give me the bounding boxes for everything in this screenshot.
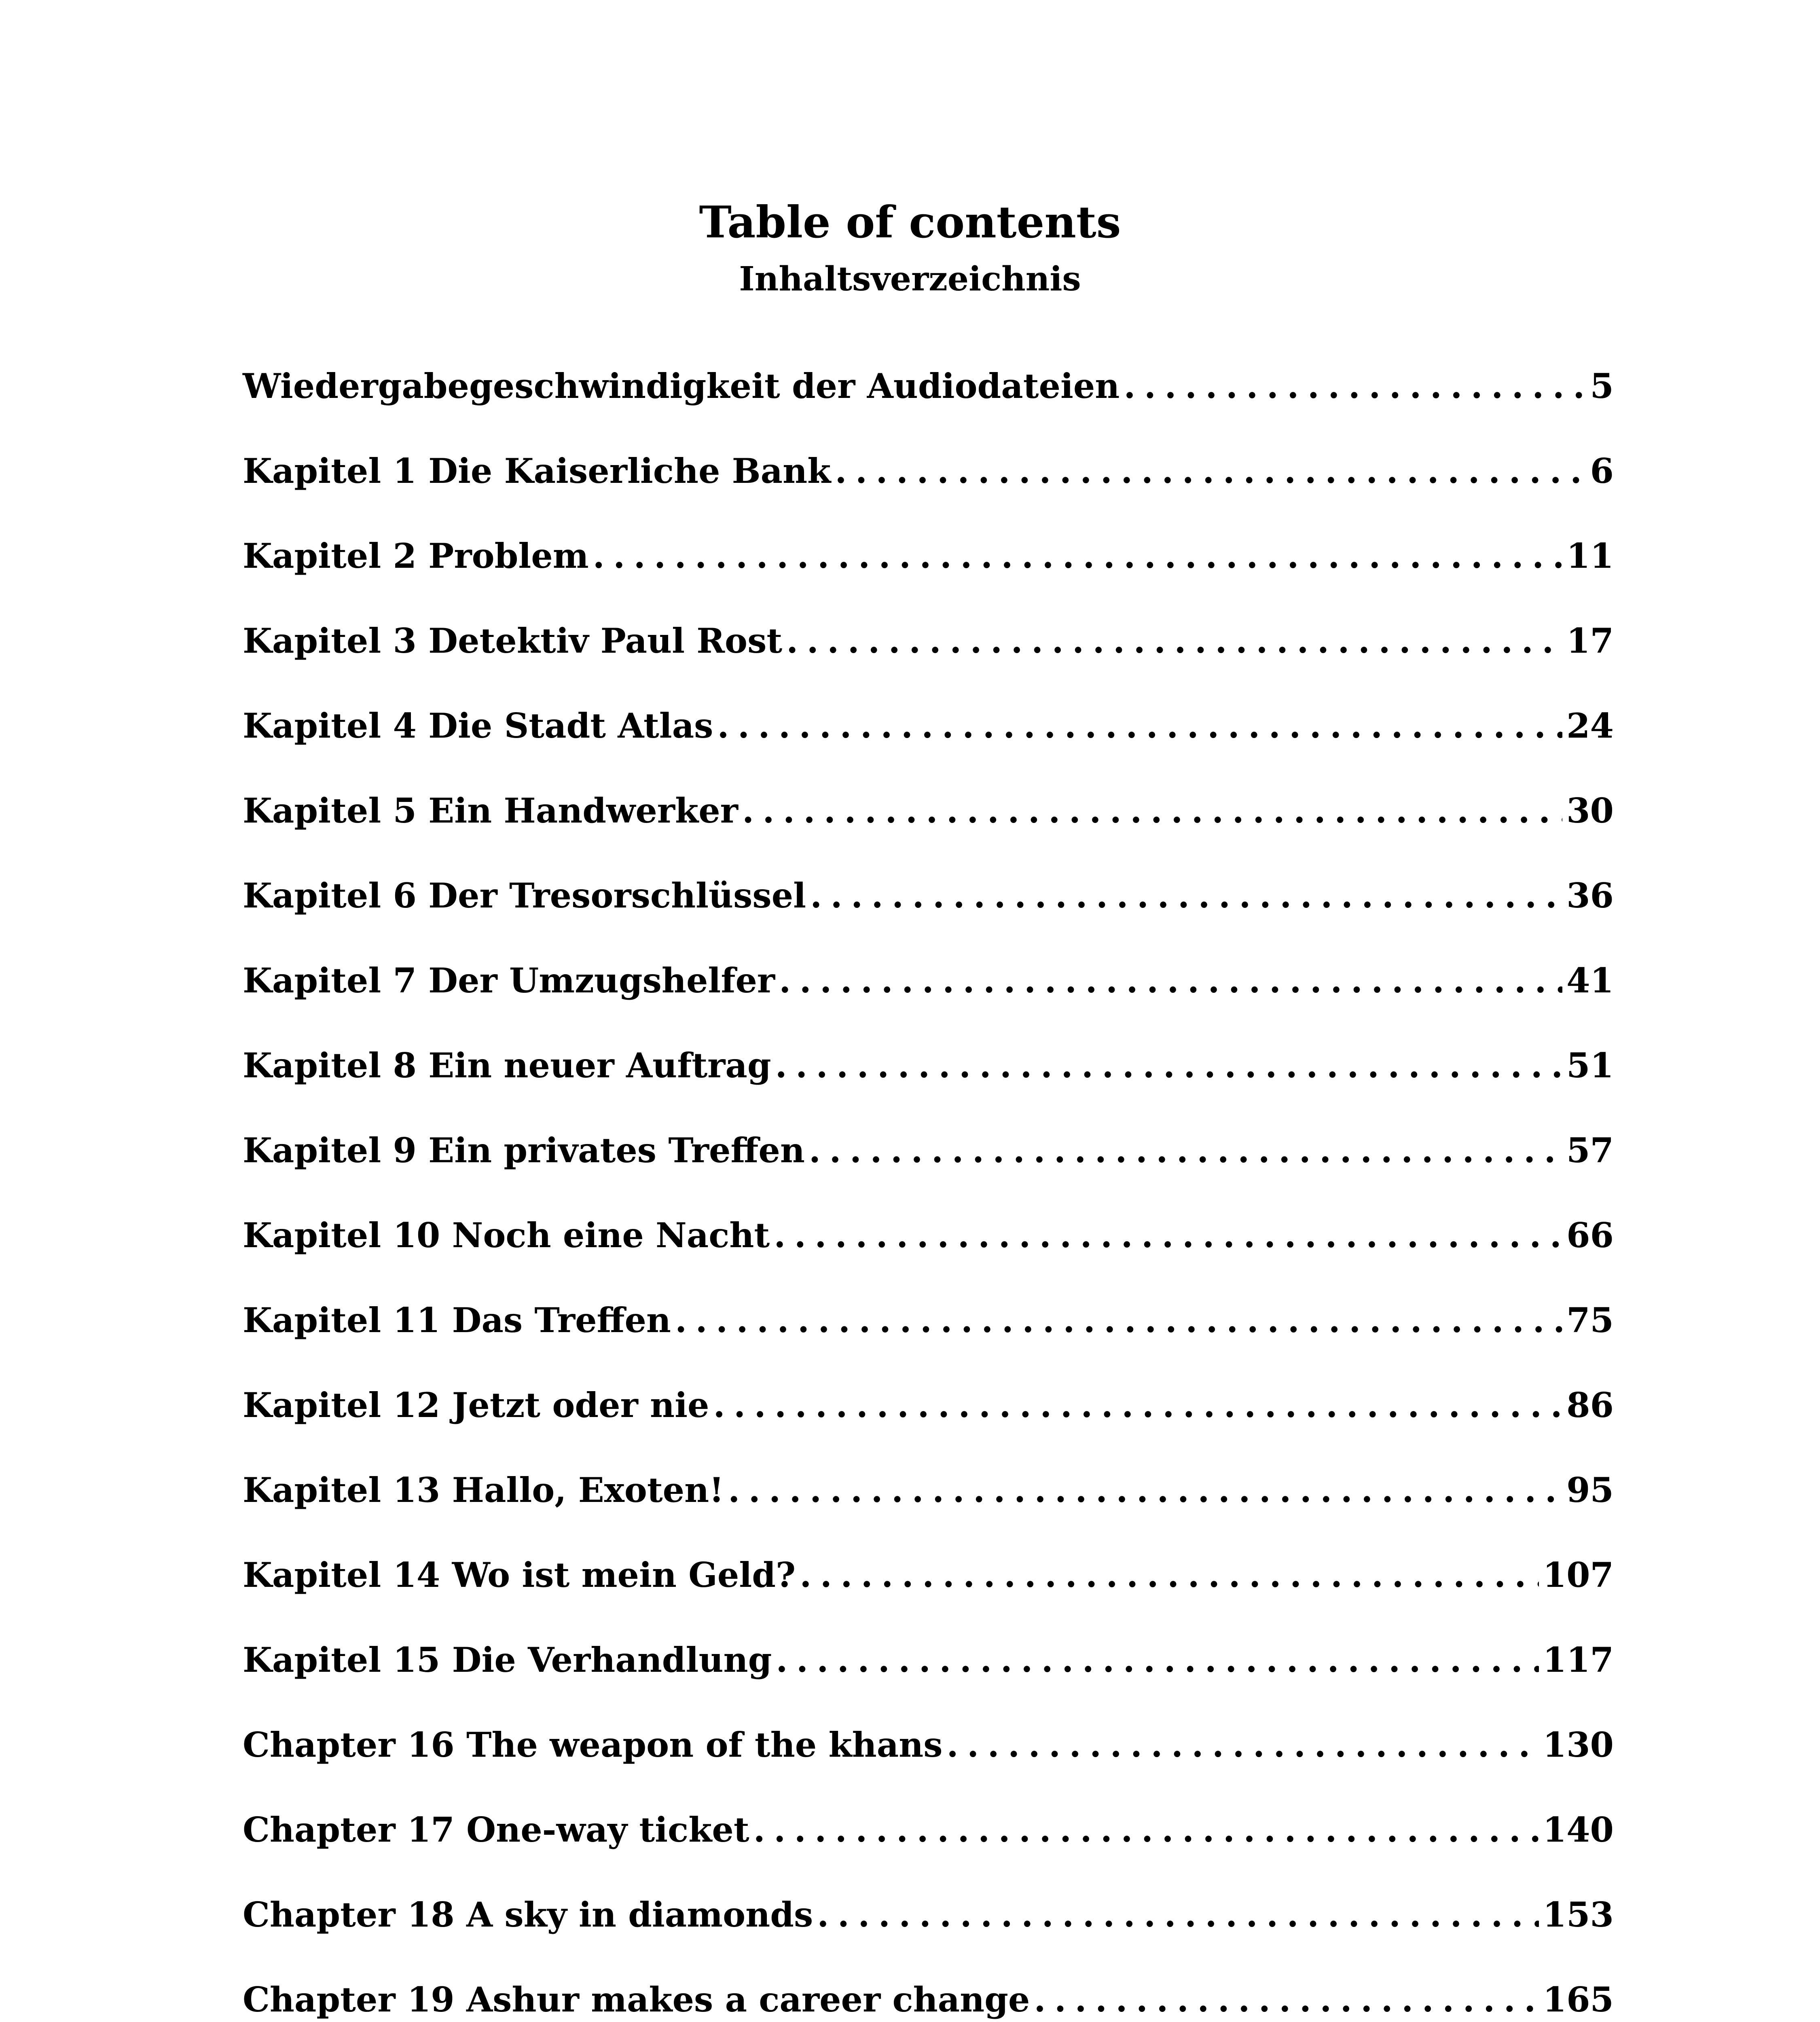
- toc-leader-dots: [1034, 1975, 1539, 2022]
- toc-entry-page: 75: [1566, 1300, 1614, 1340]
- toc-entry-page: 17: [1566, 621, 1614, 661]
- toc-leader-dots: [1124, 362, 1586, 410]
- toc-entry[interactable]: [243, 1126, 1614, 1211]
- toc-leader-dots: [835, 447, 1586, 495]
- toc-leader-dots: [593, 532, 1563, 580]
- toc-leader-dots: [776, 1636, 1539, 1684]
- toc-entry[interactable]: [243, 447, 1614, 532]
- toc-entry[interactable]: [243, 1636, 1614, 1721]
- toc-entry[interactable]: [243, 617, 1614, 702]
- toc-entry[interactable]: [243, 956, 1614, 1041]
- toc-entry-title: Wiedergabegeschwindigkeit der Audiodateien: [243, 366, 1120, 406]
- toc-entry-page: 41: [1566, 960, 1614, 1000]
- toc-entry-page: 95: [1566, 1470, 1614, 1510]
- toc-entry-title: Chapter 18 A sky in diamonds: [243, 1895, 813, 1935]
- toc-leader-dots: [809, 1126, 1562, 1175]
- toc-entry-page: 140: [1543, 1810, 1614, 1850]
- toc-entry-title: Kapitel 7 Der Umzugshelfer: [243, 960, 775, 1000]
- toc-entry-title: Kapitel 6 Der Tresorschlüssel: [243, 876, 806, 916]
- toc-entry-title: Kapitel 3 Detektiv Paul Rost: [243, 621, 783, 661]
- page-subtitle: Inhaltsverzeichnis: [739, 260, 1081, 298]
- toc-entry[interactable]: [243, 1551, 1614, 1636]
- toc-entry-title: Kapitel 10 Noch eine Nacht: [243, 1215, 770, 1255]
- toc-leader-dots: [779, 956, 1562, 1005]
- toc-entry-page: 57: [1566, 1130, 1614, 1170]
- toc-entry-page: 51: [1566, 1045, 1614, 1085]
- toc-entry-title: Kapitel 14 Wo ist mein Geld?: [243, 1555, 796, 1595]
- toc-entry-page: 130: [1543, 1725, 1614, 1765]
- toc-entry-title: Chapter 19 Ashur makes a career change: [243, 1980, 1030, 2020]
- toc-leader-dots: [774, 1211, 1562, 1260]
- toc-entry[interactable]: [243, 1721, 1614, 1806]
- toc-entry[interactable]: [243, 362, 1614, 447]
- toc-leader-dots: [717, 702, 1562, 750]
- toc-entry-title: Kapitel 12 Jetzt oder nie: [243, 1385, 709, 1425]
- toc-entry[interactable]: [243, 1466, 1614, 1551]
- toc-entry-title: Kapitel 11 Das Treffen: [243, 1300, 671, 1340]
- toc-entry[interactable]: [243, 1975, 1614, 2022]
- toc-entry[interactable]: [243, 1806, 1614, 1891]
- toc-leader-dots: [775, 1041, 1563, 1090]
- toc-leader-dots: [675, 1296, 1562, 1345]
- toc-entry[interactable]: [243, 1211, 1614, 1296]
- toc-entry-title: Kapitel 5 Ein Handwerker: [243, 791, 738, 831]
- toc-entry[interactable]: [243, 787, 1614, 871]
- toc-entry-title: Kapitel 9 Ein privates Treffen: [243, 1130, 805, 1170]
- toc-entry-page: 66: [1566, 1215, 1614, 1255]
- toc-entry-page: 107: [1543, 1555, 1614, 1595]
- toc-entry[interactable]: [243, 1891, 1614, 1975]
- toc-leader-dots: [817, 1891, 1539, 1939]
- toc-entry-title: Kapitel 4 Die Stadt Atlas: [243, 706, 713, 746]
- toc-leader-dots: [810, 871, 1562, 920]
- toc-entry-title: Kapitel 13 Hallo, Exoten!: [243, 1470, 724, 1510]
- toc-entry-page: 153: [1543, 1895, 1614, 1935]
- toc-entry-title: Kapitel 1 Die Kaiserliche Bank: [243, 451, 831, 491]
- toc-entry-page: 5: [1590, 366, 1614, 406]
- toc-entry-page: 86: [1566, 1385, 1614, 1425]
- toc-leader-dots: [947, 1721, 1539, 1769]
- toc-entry[interactable]: [243, 871, 1614, 956]
- toc-entry[interactable]: [243, 532, 1614, 617]
- toc-leader-dots: [753, 1806, 1539, 1854]
- toc-entry-title: Kapitel 15 Die Verhandlung: [243, 1640, 772, 1680]
- toc-entry[interactable]: [243, 702, 1614, 787]
- table-of-contents: [243, 362, 1614, 2022]
- toc-entry-title: Kapitel 2 Problem: [243, 536, 589, 576]
- toc-entry-title: Kapitel 8 Ein neuer Auftrag: [243, 1045, 771, 1085]
- toc-entry-title: Chapter 17 One-way ticket: [243, 1810, 749, 1850]
- toc-entry[interactable]: [243, 1041, 1614, 1126]
- toc-entry-page: 165: [1543, 1980, 1614, 2020]
- toc-leader-dots: [728, 1466, 1562, 1514]
- toc-leader-dots: [713, 1381, 1562, 1430]
- toc-entry-page: 24: [1566, 706, 1614, 746]
- toc-entry-page: 6: [1590, 451, 1614, 491]
- toc-entry-page: 30: [1566, 791, 1614, 831]
- toc-entry-title: Chapter 16 The weapon of the khans: [243, 1725, 943, 1765]
- toc-entry-page: 36: [1566, 876, 1614, 916]
- page-title: Table of contents: [699, 197, 1121, 248]
- toc-entry-page: 117: [1543, 1640, 1614, 1680]
- toc-entry[interactable]: [243, 1296, 1614, 1381]
- toc-entry-page: 11: [1566, 536, 1614, 576]
- toc-entry[interactable]: [243, 1381, 1614, 1466]
- toc-leader-dots: [800, 1551, 1539, 1599]
- toc-leader-dots: [786, 617, 1562, 665]
- toc-leader-dots: [742, 787, 1562, 835]
